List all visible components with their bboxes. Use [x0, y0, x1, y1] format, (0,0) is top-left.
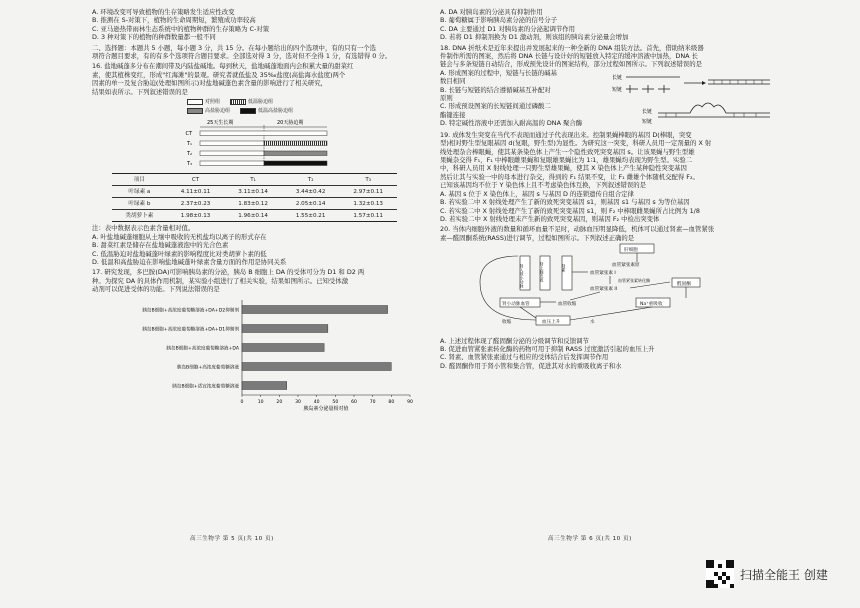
rass-aldosterone: 醛固酮: [677, 282, 691, 288]
option-line: B. 葡萄糖属于影响胰岛素分泌的信号分子: [440, 16, 558, 25]
table-row: [112, 186, 397, 198]
left-column: [92, 8, 422, 416]
question-18-option: C. 形成预设图案的长短链间通过磷酸二: [440, 102, 551, 111]
bar: [242, 343, 324, 351]
table-cell: 1.96±0.14: [224, 210, 282, 222]
table-header-row: [112, 174, 397, 186]
question-19-text: 已知该基因均不位于 Y 染色体上且不考虑染色体互换，下列叙述错误的是: [440, 181, 647, 190]
rass-renin: 肾素: [561, 264, 567, 273]
bar: [242, 381, 287, 389]
question-16-text: 素，使其植株变红，形成"红海滩"的景观。研究者就低盐及 35‰盐度(高盐海水盐度)两个: [92, 70, 346, 79]
rass-vessel-contract: 血管收缩: [558, 302, 577, 308]
rass-angiotensinogen: 血管紧张素原: [612, 263, 640, 269]
timeline-label-stress: 20天胁迫期: [277, 119, 304, 126]
section-header-cont: 项符合题目要求，有的有多个选项符合题目要求。全部选对得 3 分，选对但不全得 1 分，有选错得 0 分。: [92, 52, 392, 61]
row-t1: [186, 141, 327, 147]
table-cell: 叶绿素 b: [112, 198, 167, 210]
table-cell: T₃: [339, 174, 397, 186]
pigment-table: [112, 173, 397, 222]
x-tick-label: 70: [369, 399, 376, 405]
question-18-option: B. 长链与短链的结合遵循碱基互补配对: [440, 85, 551, 94]
row-ct: [185, 131, 327, 137]
table-row: [112, 210, 397, 222]
question-17-text: 17. 研究发现，多巴胺(DA)可影响胰岛素的分泌，胰岛 B 细胞上 DA 的受体可分为 D1 和 D2 两: [92, 268, 365, 277]
rass-na-reabsorption: Na⁺重吸收: [640, 302, 663, 308]
footer-left: 高三生物学 第 5 页(共 10 页): [190, 536, 274, 542]
question-20-option: D. 醛固酮作用于肾小管和集合管，促进其对水的重吸收离子和水: [440, 361, 622, 370]
table-cell: T₂: [282, 174, 340, 186]
table-cell: 4.11±0.11: [167, 186, 225, 198]
category-label: 胰岛B细胞+适宜浓度葡萄糖溶液: [172, 384, 239, 390]
question-18-text: 链会与多条短链自动结合，形成预先设计的图案结构，部分过程如图所示。下列叙述错误的是: [440, 60, 703, 69]
question-18-option: D. 特定碱性溶液中还需加入耐高温的 DNA 聚合酶: [440, 119, 583, 128]
question-19-text: 果蝇杂交得 F₁，F₁ 中棒眼雌果蝇和复眼雄果蝇比为 1∶1，雄果蝇均表现为野生型。实验二: [440, 156, 693, 165]
category-label: 胰岛B细胞+高浓度葡萄糖溶液+DA+D1抑制剂: [142, 327, 239, 333]
table-cell: 类胡萝卜素: [112, 210, 167, 222]
section-header: 二、选择题：本题共 5 小题，每小题 3 分，共 15 分。在每小题给出的四个选项中，有的只有一个选: [92, 43, 377, 52]
question-18-text: 18. DNA 折纸术是近年来提出并发展起来的一种全新的 DNA 组装方法。首先，借助纳米级器: [440, 43, 704, 52]
qr-code-icon: [706, 560, 734, 588]
scanner-watermark: [706, 560, 828, 588]
x-tick-label: 90: [407, 399, 413, 405]
question-16-text: 结果如表所示。下列叙述错误的是: [92, 87, 188, 96]
question-20-text: 素—醛固酮系统(RASS)进行调节，过程如图所示。下列叙述正确的是: [440, 233, 635, 242]
row-t2: [186, 151, 327, 157]
legend-cold-salt: 低温高盐胁迫组: [258, 108, 294, 115]
table-note: 注：表中数据表示色素含量相对值。: [92, 224, 195, 233]
question-18-option: A. 形成图案的过程中，短链与长链的碱基: [440, 68, 557, 77]
question-19-text: 型)相对野生型复眼基因 d(复眼，野生型)为显性。为研究这一突变，科研人员用一定剂量的 X 射: [440, 139, 712, 148]
x-tick-label: 50: [332, 399, 339, 405]
question-17-text: 动剂可以促进受体的功能。下列说法错误的是: [92, 285, 220, 294]
rass-diagram: [440, 242, 775, 334]
category-label: 胰岛B细胞+高浓度葡萄糖溶液+DA+D2抑制剂: [142, 308, 239, 314]
question-19-option: B. 若实验二中 X 射线处理产生了新的致死突变基因 s1，则基因 s1 与基因 s 为等位基因: [440, 198, 690, 207]
x-tick-label: 80: [388, 399, 395, 405]
footer-right: 高三生物学 第 6 页(共 10 页): [548, 536, 632, 542]
legend-salt: 高盐胁迫组: [205, 108, 231, 115]
question-16-text: 16. 盐地碱蓬多分布在潮间带及内陆盐碱地。每到秋天，盐地碱蓬地面内会积累大量的甜菜红: [92, 62, 354, 71]
x-tick-label: 40: [313, 399, 320, 405]
bar: [242, 305, 388, 313]
question-18-text: 件制作所需的图案，然后将 DNA 长链与设计好的短链放入特定的缓冲溶液中加热，DNA 长: [440, 52, 698, 61]
option-line: D. 若将 D1 抑制剂换为 D1 激动剂，则该组的胰岛素分泌量会增加: [440, 33, 629, 42]
rass-water: 水: [590, 320, 595, 326]
option-line: A. DA 对胰岛素的分泌具有抑制作用: [440, 8, 543, 16]
table-cell: 2.37±0.23: [167, 198, 225, 210]
dna-short-strand-label: 短链: [612, 86, 623, 93]
svg-text:T₃: T₃: [186, 160, 192, 167]
question-19-option: A. 基因 s 位于 X 染色体上，基因 s 与基因 D 的连锁遗传自组合定律: [440, 189, 634, 198]
question-18-option: 酯键连接: [440, 110, 466, 119]
question-16-text: 因素的单一及复合胁迫(处理如图所示)对盐地碱蓬色素含量的影响进行了相关研究，: [92, 79, 328, 88]
table-cell: 1.57±0.11: [339, 210, 397, 222]
dna-long-strand-label-2: 长链: [642, 108, 653, 115]
x-axis-label: 胰岛素分泌量相对值: [303, 405, 349, 412]
table-cell: 2.97±0.11: [339, 186, 397, 198]
bar: [242, 324, 328, 332]
dna-short-strand-label-2: 短链: [642, 118, 653, 125]
rass-kidney-cells: 肾入球小动脉: [519, 264, 525, 289]
x-tick-label: 60: [351, 399, 357, 405]
svg-text:CT: CT: [185, 130, 192, 137]
rass-ace: 血管紧张素转化酶: [618, 278, 650, 284]
dna-long-strand-label: 长链: [612, 74, 623, 81]
rass-adrenal-cortex: 肾上腺皮质: [539, 262, 545, 283]
question-20-text: 20. 当体内细胞外液的数量和循环血量不足时，动脉血压明显降低，机体可以通过肾素—血管紧张: [440, 225, 715, 234]
question-19-text: 线处理杂合棒眼蝇，使其某条染色体上产生一个隐性致死突变基因 s。让该果蝇与野生型雄: [440, 147, 695, 156]
q16-legend: [187, 98, 422, 106]
right-column: [440, 8, 775, 370]
timeline-label-growth: 25天生长期: [207, 119, 234, 126]
table-cell: T₁: [224, 174, 282, 186]
table-row: [112, 198, 397, 210]
legend-cold: 低温胁迫组: [248, 99, 274, 106]
option-line: C. DA 主要通过 D1 对胰岛素的分泌起调节作用: [440, 24, 576, 33]
table-cell: 3.44±0.42: [282, 186, 340, 198]
table-cell: 1.83±0.12: [224, 198, 282, 210]
question-18-option: 原则: [440, 94, 453, 103]
dna-origami-figure: [610, 69, 775, 129]
table-cell: 1.55±0.21: [282, 210, 340, 222]
legend-control: 对照组: [205, 99, 221, 106]
table-cell: 叶绿素 a: [112, 186, 167, 198]
rass-kidney-tubule: 肾小动脉血管: [502, 302, 530, 308]
question-16-option: D. 低温和高盐胁迫在影响盐地碱蓬叶绿素含量方面的作用是协同关系: [92, 257, 287, 266]
treatment-timeline: [92, 116, 422, 168]
rass-bp-rise: 血压上升: [542, 320, 561, 326]
rass-liver: 肝细胞: [624, 248, 638, 254]
category-label: 胰岛B细胞+高浓度葡萄糖溶液: [176, 365, 239, 371]
x-tick-label: 10: [257, 399, 264, 405]
x-tick-label: 0: [240, 399, 244, 405]
svg-text:T₁: T₁: [186, 140, 192, 147]
question-20-option: B. 促进血管紧张素转化酶的药物可用于抑制 RASS 过度激活引起的血压上升: [440, 344, 655, 353]
question-16-option: A. 叶盐地碱蓬细胞从土壤中吸收的无机盐均以离子的形式存在: [92, 232, 267, 241]
x-tick-label: 30: [295, 399, 301, 405]
scanner-text: 扫描全能王 创建: [740, 567, 828, 582]
question-20-option: A. 上述过程体现了醛固酮分泌的分级调节和反馈调节: [440, 336, 589, 345]
rass-ang1: 血管紧张素 I: [590, 271, 616, 277]
option-line: A. 环境改变可导致植物的生存策略发生适应性改变: [92, 8, 235, 16]
question-19-option: D. 若实验二中 X 射线处理未产生新的致死突变基因，则基因 F₂ 中检出突变体: [440, 214, 660, 223]
question-19-text: 然后让其与实验一中的母本进行杂交，得到的 F₁ 结果不变，让 F₁ 雌雄个体随机交配得 F₂。: [440, 172, 699, 181]
option-line: B. 推测在 S-对策下，植物的生命周期短，繁殖成功率较高: [92, 16, 256, 25]
rass-contract: 收缩: [502, 320, 512, 326]
insulin-bar-chart: [92, 294, 422, 414]
question-18-option: 数目相同: [440, 77, 466, 86]
question-17-text: 种。为探究 DA 的具体作用机制，某实验小组进行了相关实验，结果如图所示。已知受体激: [92, 276, 349, 285]
category-label: 胰岛B细胞+高浓度葡萄糖溶液+DA: [166, 346, 239, 352]
rass-ang2: 血管紧张素 II: [590, 287, 618, 293]
question-20-option: C. 肾素、血管紧张素通过与相应的受体结合后发挥调节作用: [440, 353, 609, 362]
table-cell: 项目: [112, 174, 167, 186]
table-cell: 1.98±0.13: [167, 210, 225, 222]
x-tick-label: 20: [276, 399, 283, 405]
svg-text:T₂: T₂: [186, 150, 192, 157]
table-cell: 3.11±0.14: [224, 186, 282, 198]
q16-legend-2: [187, 107, 422, 115]
question-19-text: 中，科研人员用 X 射线处理一只野生型雄果蝇，使其 X 染色体上产生某种隐性突变基因: [440, 164, 687, 173]
table-cell: 1.32±0.13: [339, 198, 397, 210]
table-cell: CT: [167, 174, 225, 186]
bar: [242, 362, 391, 370]
option-line: C. 亚马逊热带雨林生态系统中的植物种群的生存策略为 C-对策: [92, 24, 270, 33]
question-19-text: 19. 成体发生突变在当代不表现而通过子代表现出来。控制果蝇棒眼的基因 D(棒眼，突变: [440, 130, 692, 139]
question-16-option: C. 低温胁迫对盐地碱蓬叶绿素的影响程度比对类胡萝卜素的低: [92, 249, 267, 258]
row-t3: [186, 161, 327, 167]
table-cell: 2.05±0.14: [282, 198, 340, 210]
question-16-option: B. 甜菜红素是储存在盐地碱蓬液泡中的光合色素: [92, 241, 229, 250]
question-19-option: C. 若实验二中 X 射线处理产生了新的致死突变基因 s1，则 F₂ 中棒眼雌果蝇所占比例为 1/8: [440, 206, 700, 215]
option-line: D. 3 种对策下的植物的种群数量都一般不同: [92, 33, 216, 42]
